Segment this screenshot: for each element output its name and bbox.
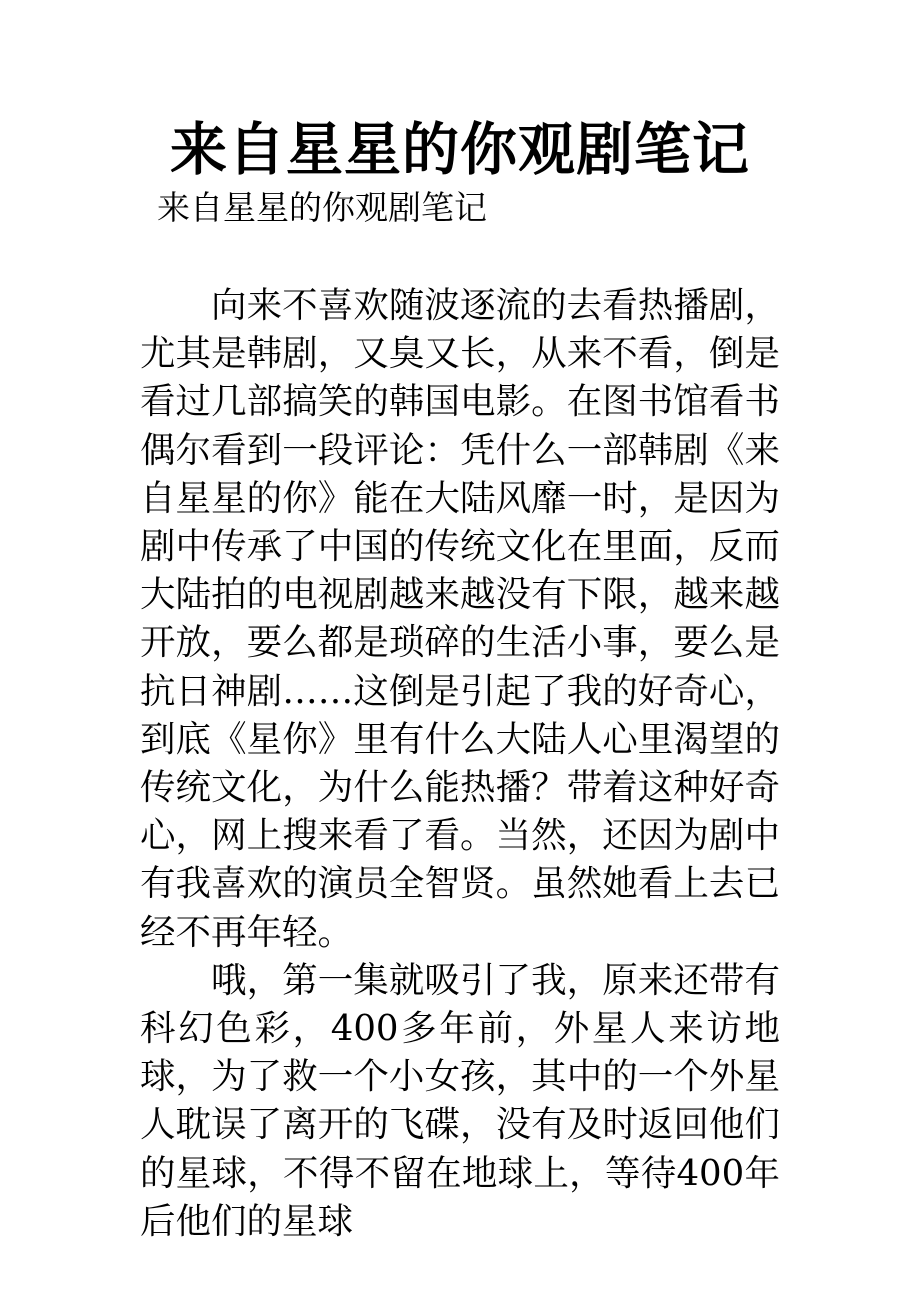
document-title: 来自星星的你观剧笔记	[170, 117, 750, 183]
document-subtitle: 来自星星的你观剧笔记	[157, 188, 487, 227]
paragraph-2: 哦，第一集就吸引了我，原来还带有科幻色彩，400多年前，外星人来访地球，为了救一个小女孩，其中的一个外星人耽误了离开的飞碟，没有及时返回他们的星球，不得不留在地球上，等待400年后他们的星球	[140, 959, 780, 1242]
document-body	[140, 282, 780, 1246]
paragraph-1: 向来不喜欢随波逐流的去看热播剧，尤其是韩剧，又臭又长，从来不看，倒是看过几部搞笑的韩国电影。在图书馆看书偶尔看到一段评论：凭什么一部韩剧《来自星星的你》能在大陆风靡一时，是因为剧中传承了中国的传统文化在里面，反而大陆拍的电视剧越来越没有下限，越来越开放，要么都是琐碎的生活小事，要么是抗日神剧……这倒是引起了我的好奇心，到底《星你》里有什么大陆人心里渴望的传统文化，为什么能热播？带着这种好奇心，网上搜来看了看。当然，还因为剧中有我喜欢的演员全智贤。虽然她看上去已经不再年轻。	[140, 285, 780, 953]
